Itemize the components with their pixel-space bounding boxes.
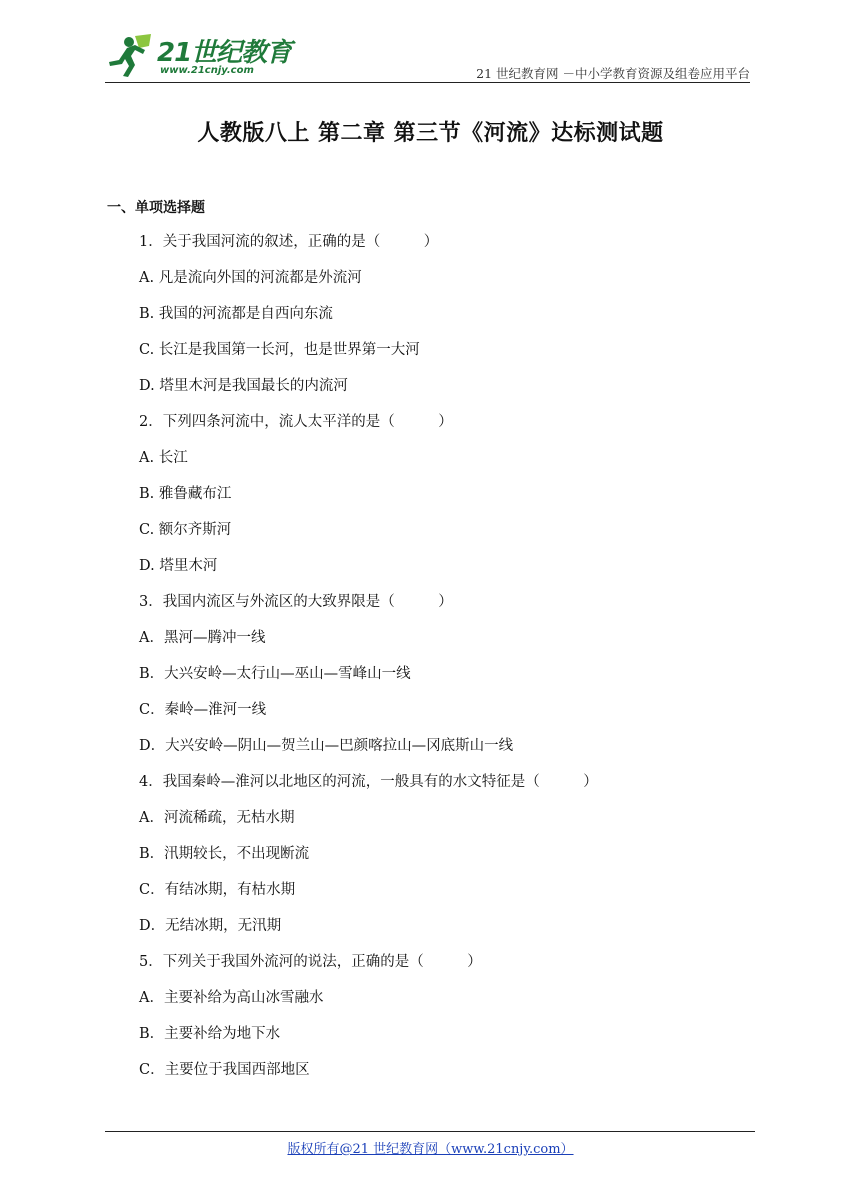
- question-text: 2．下列四条河流中，流人太平洋的是（ ）: [139, 414, 453, 430]
- section-heading: 一、单项选择题: [107, 200, 205, 216]
- question-text: 3．我国内流区与外流区的大致界限是（ ）: [139, 594, 453, 610]
- option-text: A. 凡是流向外国的河流都是外流河: [139, 270, 362, 286]
- option-text: D. 塔里木河是我国最长的内流河: [139, 378, 348, 394]
- page-header: [105, 30, 750, 82]
- header-tagline: 21 世纪教育网 －中小学教育资源及组卷应用平台: [476, 66, 750, 81]
- option-text: B．主要补给为地下水: [139, 1026, 281, 1042]
- option-text: B. 我国的河流都是自西向东流: [139, 306, 333, 322]
- option-text: A．黑河—腾冲一线: [139, 630, 266, 646]
- header-divider: [105, 82, 750, 83]
- option-text: D. 塔里木河: [139, 558, 218, 574]
- question-text: 1．关于我国河流的叙述，正确的是（ ）: [139, 234, 439, 250]
- site-logo[interactable]: [105, 30, 295, 82]
- option-text: C. 额尔齐斯河: [139, 522, 232, 538]
- runner-logo-icon: [105, 32, 157, 78]
- option-text: C．秦岭—淮河一线: [139, 702, 267, 718]
- logo-url: www.21cnjy.com: [160, 65, 254, 76]
- logo-text: 21世纪教育: [157, 38, 292, 68]
- option-text: B．大兴安岭—太行山—巫山—雪峰山一线: [139, 666, 411, 682]
- page-title: 人教版八上 第二章 第三节《河流》达标测试题: [197, 120, 664, 146]
- option-text: C. 长江是我国第一长河，也是世界第一大河: [139, 342, 420, 358]
- option-text: A. 长江: [139, 450, 188, 466]
- question-text: 5．下列关于我国外流河的说法，正确的是（ ）: [139, 954, 482, 970]
- copyright-link[interactable]: 版权所有@21 世纪教育网（www.21cnjy.com）: [287, 1142, 574, 1157]
- footer-divider: [105, 1131, 755, 1132]
- option-text: B. 雅鲁藏布江: [139, 486, 232, 502]
- option-text: C．主要位于我国西部地区: [139, 1062, 310, 1078]
- option-text: B．汛期较长，不出现断流: [139, 846, 310, 862]
- option-text: D．无结冰期，无汛期: [139, 918, 282, 934]
- option-text: A．主要补给为高山冰雪融水: [139, 990, 324, 1006]
- option-text: A．河流稀疏，无枯水期: [139, 810, 295, 826]
- option-text: C．有结冰期，有枯水期: [139, 882, 296, 898]
- question-text: 4．我国秦岭—淮河以北地区的河流，一般具有的水文特征是（ ）: [139, 774, 598, 790]
- option-text: D．大兴安岭—阴山—贺兰山—巴颜喀拉山—冈底斯山一线: [139, 738, 514, 754]
